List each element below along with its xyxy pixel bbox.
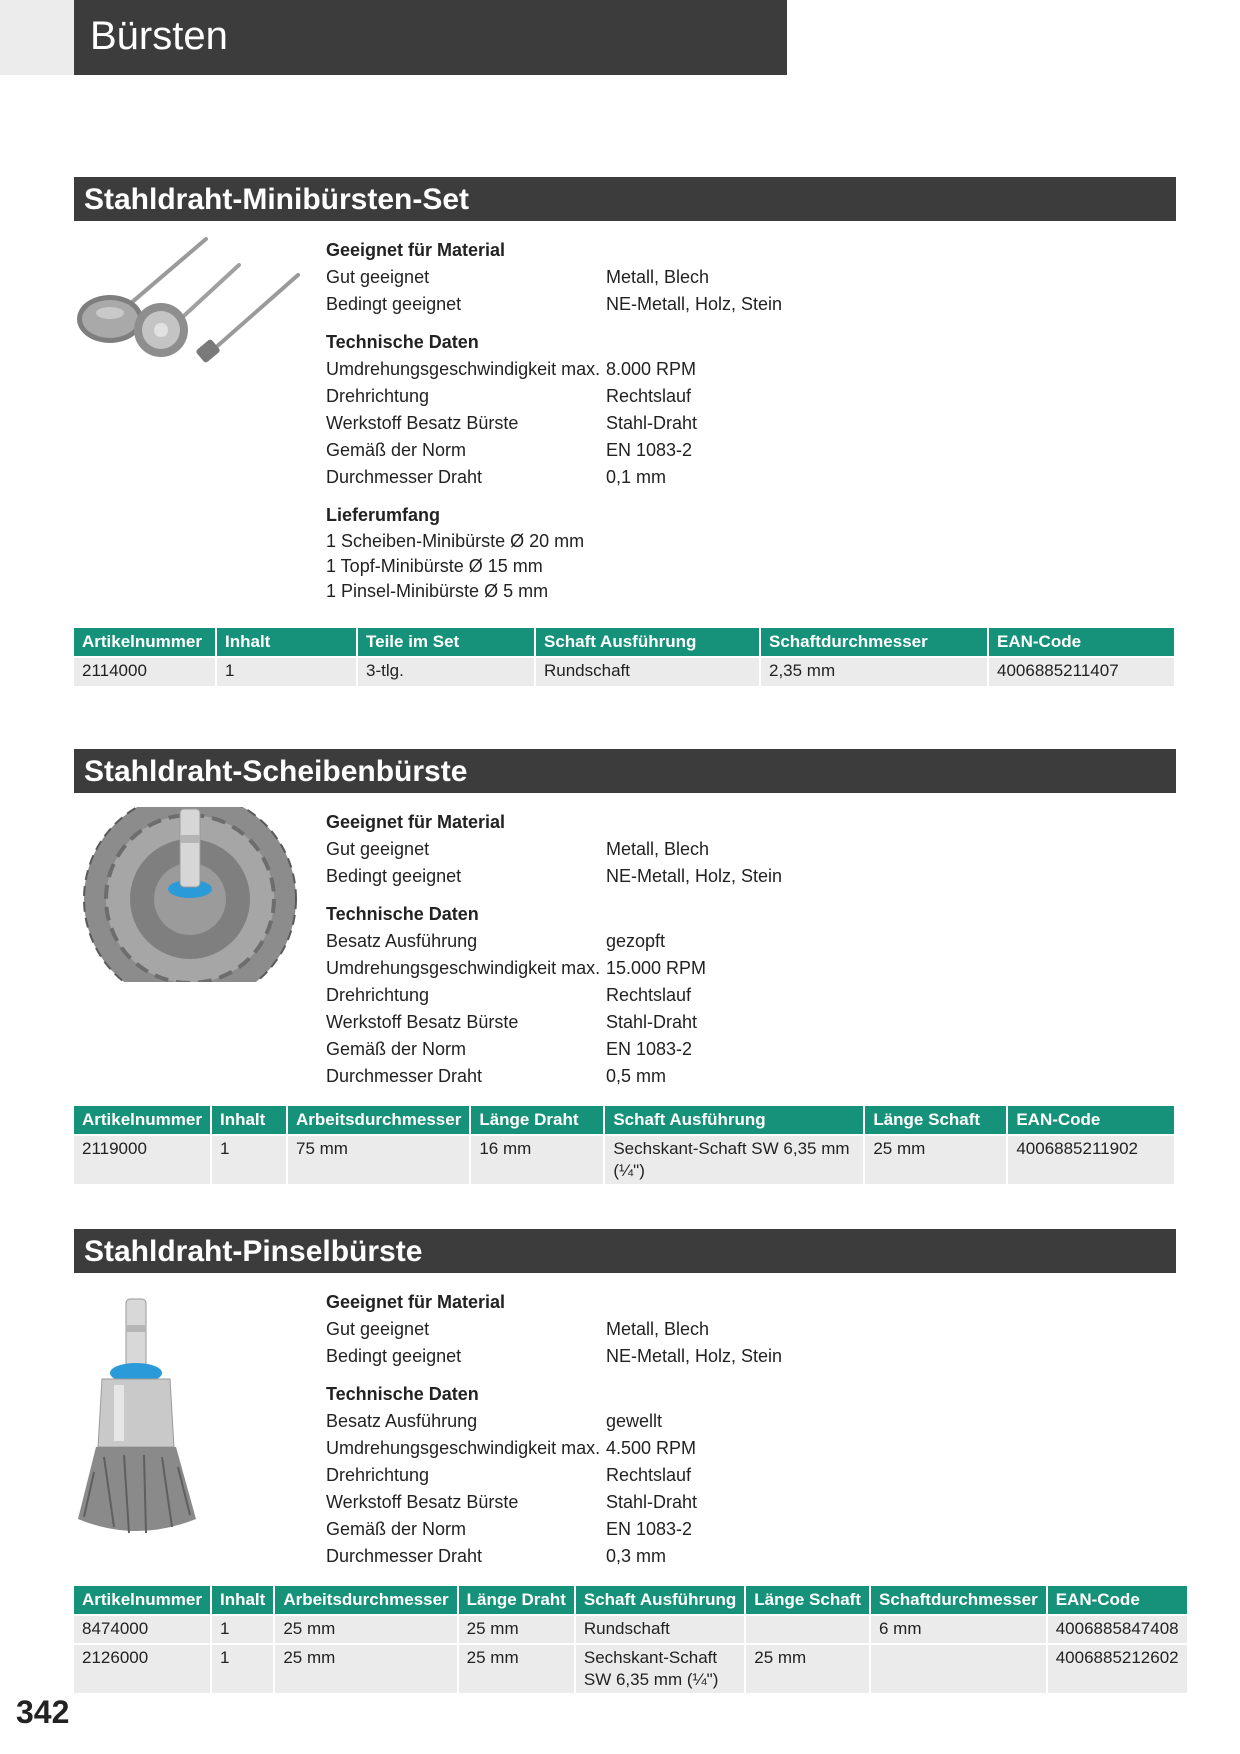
material-heading: Geeignet für Material xyxy=(326,1292,506,1312)
table-row xyxy=(74,1615,1187,1644)
column-header: Länge Draht xyxy=(458,1586,575,1615)
spec-value: Rechtslauf xyxy=(606,985,692,1005)
spec-key: Durchmesser Draht xyxy=(326,1546,483,1566)
table-cell: 2114000 xyxy=(74,657,216,686)
chapter-title: Bürsten xyxy=(90,14,228,58)
spec-value: Rechtslauf xyxy=(606,1465,692,1485)
column-header: Schaftdurchmesser xyxy=(760,628,988,657)
section-title: Stahldraht-Minibürsten-Set xyxy=(84,183,470,216)
page-corner-tab xyxy=(0,0,74,75)
spec-value: NE-Metall, Holz, Stein xyxy=(606,866,783,886)
spec-value: 0,5 mm xyxy=(606,1066,667,1086)
table-cell: 75 mm xyxy=(287,1135,470,1184)
table-cell: Rundschaft xyxy=(535,657,760,686)
spec-key: Besatz Ausführung xyxy=(326,931,478,951)
table-cell: 8474000 xyxy=(74,1615,211,1644)
spec-value: 8.000 RPM xyxy=(606,359,697,379)
spec-value: Metall, Blech xyxy=(606,267,710,287)
spec-row xyxy=(326,863,1026,890)
column-header: Länge Schaft xyxy=(745,1586,870,1615)
spec-row xyxy=(326,1009,1026,1036)
table-cell: 4006885211407 xyxy=(988,657,1174,686)
spec-value: Stahl-Draht xyxy=(606,1012,698,1032)
material-heading: Geeignet für Material xyxy=(326,812,506,832)
table-cell: Sechskant-Schaft SW 6,35 mm (¼") xyxy=(604,1135,864,1184)
column-header: Schaft Ausführung xyxy=(535,628,760,657)
table-cell: 1 xyxy=(211,1135,287,1184)
delivery-heading: Lieferumfang xyxy=(326,505,441,525)
table-cell: 25 mm xyxy=(745,1644,870,1693)
column-header: Länge Draht xyxy=(470,1106,604,1135)
section-header xyxy=(74,177,1176,221)
table-cell: 3-tlg. xyxy=(357,657,535,686)
article-table xyxy=(74,1106,1174,1184)
spec-row xyxy=(326,1435,1026,1462)
spec-value: 0,3 mm xyxy=(606,1546,667,1566)
spec-row xyxy=(326,383,1026,410)
table-cell: 4006885212602 xyxy=(1047,1644,1187,1693)
column-header: Inhalt xyxy=(211,1106,287,1135)
material-heading: Geeignet für Material xyxy=(326,240,506,260)
spec-key: Durchmesser Draht xyxy=(326,1066,483,1086)
tech-group xyxy=(326,901,1026,1090)
spec-row xyxy=(326,1489,1026,1516)
spec-key: Werkstoff Besatz Bürste xyxy=(326,1492,519,1512)
spec-row xyxy=(326,1462,1026,1489)
table-cell: 1 xyxy=(211,1644,274,1693)
material-group xyxy=(326,237,1026,318)
spec-key: Werkstoff Besatz Bürste xyxy=(326,1012,519,1032)
spec-key: Gemäß der Norm xyxy=(326,440,467,460)
table-cell xyxy=(870,1644,1047,1693)
column-header: Artikelnummer xyxy=(74,1586,211,1615)
spec-key: Umdrehungsgeschwindigkeit max. xyxy=(326,1438,601,1458)
table-cell: 6 mm xyxy=(870,1615,1047,1644)
chapter-header xyxy=(74,0,787,75)
table-cell: 4006885211902 xyxy=(1007,1135,1174,1184)
column-header: Länge Schaft xyxy=(864,1106,1007,1135)
column-header: EAN-Code xyxy=(1047,1586,1187,1615)
product-section-pinselbuerste xyxy=(74,1229,1179,1689)
spec-row xyxy=(326,1316,1026,1343)
spec-value: NE-Metall, Holz, Stein xyxy=(606,294,783,314)
spec-value: 0,1 mm xyxy=(606,467,667,487)
table-cell: 4006885847408 xyxy=(1047,1615,1187,1644)
spec-block xyxy=(326,237,1026,615)
spec-row xyxy=(326,1543,1026,1570)
table-row xyxy=(74,1135,1174,1184)
table-header-row xyxy=(74,1106,1174,1135)
spec-key: Besatz Ausführung xyxy=(326,1411,478,1431)
spec-row xyxy=(326,955,1026,982)
column-header: Artikelnummer xyxy=(74,1106,211,1135)
spec-key: Werkstoff Besatz Bürste xyxy=(326,413,519,433)
tech-group xyxy=(326,1381,1026,1570)
spec-value: 4.500 RPM xyxy=(606,1438,697,1458)
section-header xyxy=(74,749,1176,793)
spec-key: Drehrichtung xyxy=(326,1465,430,1485)
spec-row xyxy=(326,464,1026,491)
table-cell: 2119000 xyxy=(74,1135,211,1184)
spec-value: Metall, Blech xyxy=(606,1319,710,1339)
delivery-item: 1 Scheiben-Minibürste Ø 20 mm xyxy=(326,531,585,551)
spec-key: Umdrehungsgeschwindigkeit max. xyxy=(326,958,601,978)
spec-row xyxy=(326,264,1026,291)
spec-key: Umdrehungsgeschwindigkeit max. xyxy=(326,359,601,379)
column-header: Teile im Set xyxy=(357,628,535,657)
column-header: Arbeitsdurchmesser xyxy=(274,1586,457,1615)
spec-key: Drehrichtung xyxy=(326,985,430,1005)
spec-value: NE-Metall, Holz, Stein xyxy=(606,1346,783,1366)
product-section-scheibenbuerste xyxy=(74,749,1176,1180)
tech-heading: Technische Daten xyxy=(326,1384,479,1404)
delivery-group xyxy=(326,502,1026,604)
spec-key: Gut geeignet xyxy=(326,839,430,859)
table-header-row xyxy=(74,1586,1187,1615)
section-title: Stahldraht-Scheibenbürste xyxy=(84,755,468,788)
table-cell: 25 mm xyxy=(864,1135,1007,1184)
spec-key: Gut geeignet xyxy=(326,267,430,287)
table-cell xyxy=(745,1615,870,1644)
spec-key: Durchmesser Draht xyxy=(326,467,483,487)
spec-value: EN 1083-2 xyxy=(606,1519,693,1539)
spec-key: Gemäß der Norm xyxy=(326,1039,467,1059)
spec-row xyxy=(326,291,1026,318)
spec-value: Rechtslauf xyxy=(606,386,692,406)
spec-key: Bedingt geeignet xyxy=(326,1346,462,1366)
spec-value: 15.000 RPM xyxy=(606,958,707,978)
spec-row xyxy=(326,1036,1026,1063)
tech-heading: Technische Daten xyxy=(326,904,479,924)
column-header: Arbeitsdurchmesser xyxy=(287,1106,470,1135)
column-header: Schaft Ausführung xyxy=(604,1106,864,1135)
spec-block xyxy=(326,809,1026,1101)
spec-row xyxy=(326,356,1026,383)
table-cell: 25 mm xyxy=(458,1615,575,1644)
column-header: Inhalt xyxy=(211,1586,274,1615)
table-row xyxy=(74,1644,1187,1693)
spec-row xyxy=(326,982,1026,1009)
spec-key: Drehrichtung xyxy=(326,386,430,406)
spec-key: Bedingt geeignet xyxy=(326,866,462,886)
table-cell: 1 xyxy=(211,1615,274,1644)
section-title: Stahldraht-Pinselbürste xyxy=(84,1235,423,1268)
table-header-row xyxy=(74,628,1174,657)
table-cell: 25 mm xyxy=(274,1615,457,1644)
table-cell: 25 mm xyxy=(458,1644,575,1693)
spec-value: gezopft xyxy=(606,931,666,951)
product-section-minibuersten-set xyxy=(74,177,1176,680)
column-header: Inhalt xyxy=(216,628,357,657)
spec-row xyxy=(326,437,1026,464)
article-table xyxy=(74,1586,1187,1693)
spec-value: EN 1083-2 xyxy=(606,1039,693,1059)
table-cell: Rundschaft xyxy=(575,1615,745,1644)
spec-key: Bedingt geeignet xyxy=(326,294,462,314)
tech-heading: Technische Daten xyxy=(326,332,479,352)
spec-row xyxy=(326,928,1026,955)
section-header xyxy=(74,1229,1176,1273)
table-cell: Sechskant-Schaft SW 6,35 mm (¼") xyxy=(575,1644,745,1693)
disc-brush-image xyxy=(74,807,314,982)
material-group xyxy=(326,809,1026,890)
column-header: Schaft Ausführung xyxy=(575,1586,745,1615)
delivery-item: 1 Pinsel-Minibürste Ø 5 mm xyxy=(326,581,549,601)
mini-brush-set-image xyxy=(74,237,314,387)
spec-block xyxy=(326,1289,1026,1581)
column-header: Schaftdurchmesser xyxy=(870,1586,1047,1615)
end-brush-image xyxy=(74,1297,314,1547)
spec-key: Gut geeignet xyxy=(326,1319,430,1339)
spec-row xyxy=(326,1063,1026,1090)
page-number: 342 xyxy=(16,1694,70,1730)
spec-row xyxy=(326,410,1026,437)
spec-value: gewellt xyxy=(606,1411,663,1431)
spec-value: Stahl-Draht xyxy=(606,413,698,433)
spec-value: Metall, Blech xyxy=(606,839,710,859)
column-header: Artikelnummer xyxy=(74,628,216,657)
table-cell: 25 mm xyxy=(274,1644,457,1693)
spec-value: EN 1083-2 xyxy=(606,440,693,460)
tech-group xyxy=(326,329,1026,491)
spec-row xyxy=(326,1408,1026,1435)
delivery-item: 1 Topf-Minibürste Ø 15 mm xyxy=(326,556,543,576)
article-table xyxy=(74,628,1174,686)
table-cell: 1 xyxy=(216,657,357,686)
spec-key: Gemäß der Norm xyxy=(326,1519,467,1539)
material-group xyxy=(326,1289,1026,1370)
table-row xyxy=(74,657,1174,686)
table-cell: 2,35 mm xyxy=(760,657,988,686)
spec-value: Stahl-Draht xyxy=(606,1492,698,1512)
spec-row xyxy=(326,836,1026,863)
spec-row xyxy=(326,1516,1026,1543)
column-header: EAN-Code xyxy=(1007,1106,1174,1135)
table-cell: 2126000 xyxy=(74,1644,211,1693)
column-header: EAN-Code xyxy=(988,628,1174,657)
spec-row xyxy=(326,1343,1026,1370)
table-cell: 16 mm xyxy=(470,1135,604,1184)
